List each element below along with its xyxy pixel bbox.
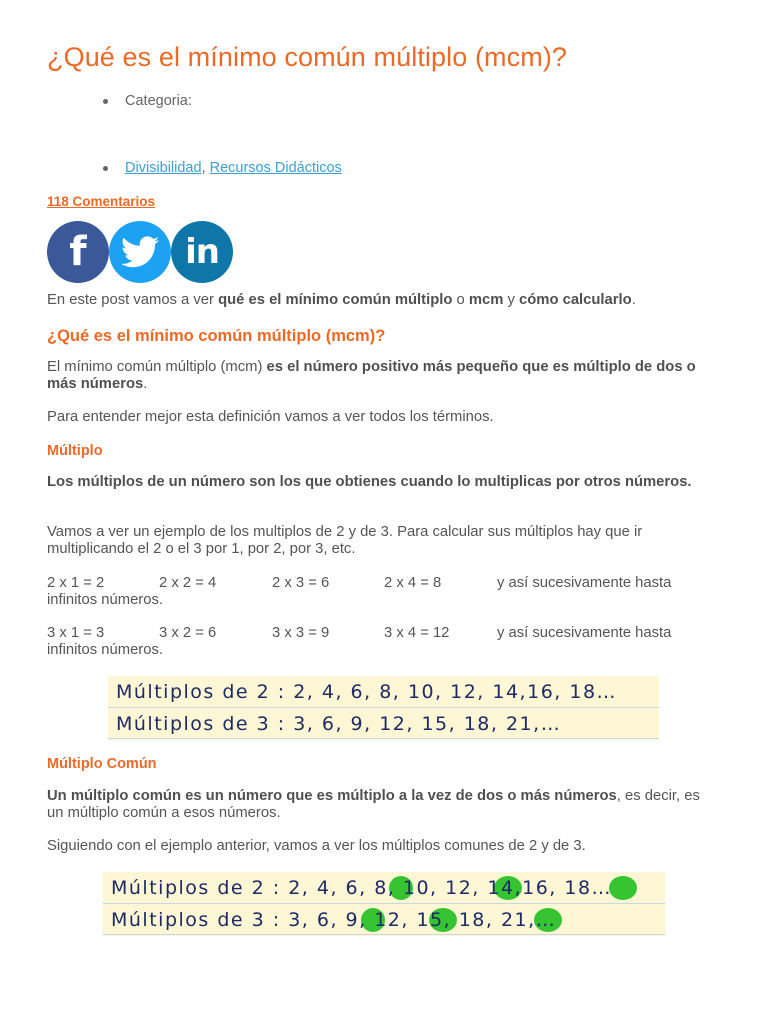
times-cell: 3 x 4 = 12 bbox=[384, 625, 450, 641]
times-cell: 3 x 3 = 9 bbox=[272, 625, 330, 641]
definition-text: . bbox=[143, 376, 148, 392]
category-label: Categoria: bbox=[125, 93, 192, 109]
intro-text: En este post vamos a ver bbox=[47, 292, 219, 308]
multiples-of-2-line: Múltiplos de 2 : 2, 4, 6, 8, 10, 12, 14,16, 18… bbox=[111, 877, 613, 899]
section-title: ¿Qué es el mínimo común múltiplo (mcm)? bbox=[47, 327, 386, 345]
example-paragraph: Vamos a ver un ejemplo de los multiplos de 2 y de 3. Para calcular sus múltiplos hay que ir multiplicando el 2 o el 3 por 1, por 2, por 3, etc. bbox=[47, 524, 643, 557]
intro-text: o bbox=[452, 292, 469, 308]
intro-bold: qué es el mínimo común múltiplo bbox=[218, 292, 453, 308]
times-cell: 3 x 2 = 6 bbox=[159, 625, 217, 641]
multiplo-heading: Múltiplo bbox=[47, 443, 103, 459]
notebook-rule bbox=[108, 707, 659, 708]
definition-paragraph bbox=[47, 359, 707, 393]
intro-text: . bbox=[631, 292, 636, 308]
times-continuation: infinitos números. bbox=[47, 642, 163, 658]
definition-text: El mínimo común múltiplo (mcm) bbox=[47, 359, 267, 375]
category-separator: , bbox=[201, 160, 210, 176]
bullet-dot bbox=[103, 99, 108, 104]
multiples-of-3-line: Múltiplos de 3 : 3, 6, 9, 12, 15, 18, 21,… bbox=[111, 909, 557, 931]
definition-bold: es el número positivo más pequeño que es múltiplo de dos o más números bbox=[47, 359, 696, 392]
multiplo-definition bbox=[47, 474, 707, 491]
notebook-rule bbox=[103, 934, 665, 935]
facebook-icon[interactable] bbox=[47, 221, 109, 283]
times-cell: 2 x 1 = 2 bbox=[47, 575, 105, 591]
times-cell: 2 x 2 = 4 bbox=[159, 575, 217, 591]
times-continuation: infinitos números. bbox=[47, 592, 163, 608]
page-title: ¿Qué es el mínimo común múltiplo (mcm)? bbox=[47, 42, 568, 72]
category-links bbox=[125, 160, 342, 176]
multiples-of-2-line: Múltiplos de 2 : 2, 4, 6, 8, 10, 12, 14,16, 18… bbox=[116, 681, 618, 703]
times-table-2 bbox=[47, 575, 727, 615]
intro-bold: mcm bbox=[468, 292, 504, 308]
facebook-glyph: f bbox=[69, 229, 87, 275]
multiplo-comun-definition bbox=[47, 788, 712, 822]
times-cell: 2 x 4 = 8 bbox=[384, 575, 442, 591]
bullet-dot bbox=[103, 166, 108, 171]
category-link-divisibilidad[interactable]: Divisibilidad bbox=[125, 160, 202, 176]
social-share bbox=[47, 221, 237, 281]
intro-bold: cómo calcularlo bbox=[519, 292, 632, 308]
comun-definition-text: , es decir, es un múltiplo común a esos números. bbox=[47, 788, 700, 821]
highlight-18 bbox=[609, 876, 637, 900]
multiplo-comun-heading: Múltiplo Común bbox=[47, 756, 157, 772]
times-table-3 bbox=[47, 625, 727, 665]
times-cell: 2 x 3 = 6 bbox=[272, 575, 330, 591]
category-link-recursos[interactable]: Recursos Didácticos bbox=[209, 160, 342, 176]
intro-text: y bbox=[503, 292, 520, 308]
category-item bbox=[125, 93, 192, 109]
twitter-icon[interactable] bbox=[109, 221, 171, 283]
comun-definition-bold: Un múltiplo común es un número que es múltiplo a la vez de dos o más números bbox=[47, 788, 617, 804]
times-cell: y así sucesivamente hasta bbox=[497, 625, 672, 641]
multiples-handwritten-image bbox=[108, 676, 659, 740]
notebook-rule bbox=[103, 903, 665, 904]
siguiendo-paragraph: Siguiendo con el ejemplo anterior, vamos a ver los múltiplos comunes de 2 y de 3. bbox=[47, 838, 586, 854]
multiplo-definition-bold: Los múltiplos de un número son los que obtienes cuando lo multiplicas por otros números. bbox=[47, 474, 692, 490]
multiples-of-3-line: Múltiplos de 3 : 3, 6, 9, 12, 15, 18, 21,… bbox=[116, 713, 562, 735]
linkedin-icon[interactable] bbox=[171, 221, 233, 283]
times-cell: y así sucesivamente hasta bbox=[497, 575, 672, 591]
linkedin-glyph: in bbox=[185, 232, 219, 272]
intro-paragraph bbox=[47, 292, 727, 309]
notebook-rule bbox=[108, 738, 659, 739]
terms-paragraph: Para entender mejor esta definición vamos a ver todos los términos. bbox=[47, 409, 494, 425]
times-cell: 3 x 1 = 3 bbox=[47, 625, 105, 641]
comments-link[interactable]: 118 Comentarios bbox=[47, 194, 156, 209]
twitter-bird-glyph bbox=[121, 236, 159, 268]
common-multiples-handwritten-image bbox=[103, 872, 665, 936]
